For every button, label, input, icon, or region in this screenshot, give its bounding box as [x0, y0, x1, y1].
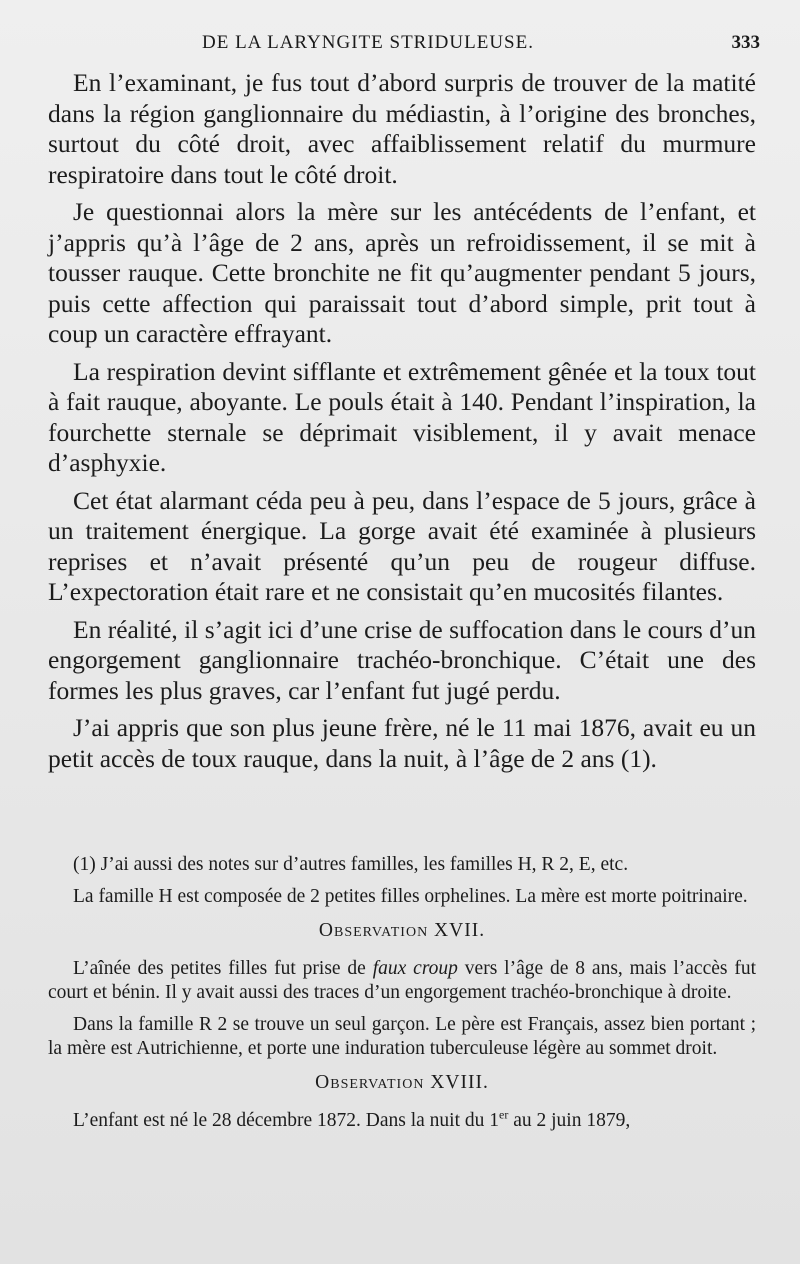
ordinal-superscript: er	[499, 1107, 509, 1122]
observation-18-text	[48, 1109, 756, 1133]
observation-17-text	[48, 957, 756, 1005]
observation-17-text-end: vers l’âge de 8 ans, mais l’accès fut court et bénin. Il y avait aussi des traces d’un engorgement trachéo-bronchique à droite.	[48, 958, 757, 1003]
family-h-text: La famille H est composée de 2 petites filles orphelines. La mère est morte poitrinaire.	[73, 886, 748, 907]
observation-18-heading: Observation XVIII.	[315, 1072, 489, 1093]
paragraph-respiration: La respiration devint sifflante et extrêmement gênée et la toux tout à fait rauque, aboyante. Le pouls était à 140. Pendant l’inspiration, la fourchette sternale se déprimait visiblement, il y avait menace d’asphyxie.	[48, 356, 756, 477]
footnote-1: (1) J’ai aussi des notes sur d’autres familles, les familles H, R 2, E, etc.	[73, 854, 629, 875]
page-number: 333	[731, 32, 760, 53]
observation-18-text-start: L’enfant est né le 28 décembre 1872. Dans la nuit du 1	[73, 1110, 499, 1131]
paragraph-diagnosis: En réalité, il s’agit ici d’une crise de suffocation dans le cours d’un engorgement ganglionnaire trachéo-bronchique. C’était une des formes les plus graves, car l’enfant fut jugé perdu.	[48, 614, 756, 705]
footnotes	[48, 853, 756, 1141]
family-r2-text: Dans la famille R 2 se trouve un seul garçon. Le père est Français, assez bien portant ; la mère est Autrichienne, et porte une induration tuberculeuse légère au sommet droit.	[48, 1014, 756, 1059]
observation-18-text-end: au 2 juin 1879,	[508, 1110, 631, 1131]
observation-17-text-start: L’aînée des petites filles fut prise de	[73, 958, 373, 979]
main-text	[48, 68, 756, 781]
page-header	[52, 30, 760, 60]
paragraph-brother: J’ai appris que son plus jeune frère, né le 11 mai 1876, avait eu un petit accès de toux rauque, dans la nuit, à l’âge de 2 ans (1).	[48, 713, 756, 773]
faux-croup-italic: faux croup	[372, 958, 458, 979]
running-title: DE LA LARYNGITE STRIDULEUSE.	[202, 32, 534, 53]
paragraph-antecedents: Je questionnai alors la mère sur les antécédents de l’enfant, et j’appris qu’à l’âge de 2 ans, après un refroidissement, il se mit à tousser rauque. Cette bronchite ne fit qu’augmenter pendant 5 jours, puis cette affection qui paraissait tout d’abord simple, prit tout à coup un caractère effrayant.	[48, 197, 756, 348]
paragraph-treatment: Cet état alarmant céda peu à peu, dans l’espace de 5 jours, grâce à un traitement énergique. La gorge avait été examinée à plusieurs reprises et n’avait présenté qu’un peu de rougeur diffuse. L’expectoration était rare et ne consistait qu’en mucosités filantes.	[48, 485, 756, 606]
paragraph-examination: En l’examinant, je fus tout d’abord surpris de trouver de la matité dans la région ganglionnaire du médiastin, à l’origine des bronches, surtout du côté droit, avec affaiblissement relatif du murmure respiratoire dans tout le côté droit.	[48, 68, 756, 189]
observation-17-heading: Observation XVII.	[318, 920, 486, 941]
